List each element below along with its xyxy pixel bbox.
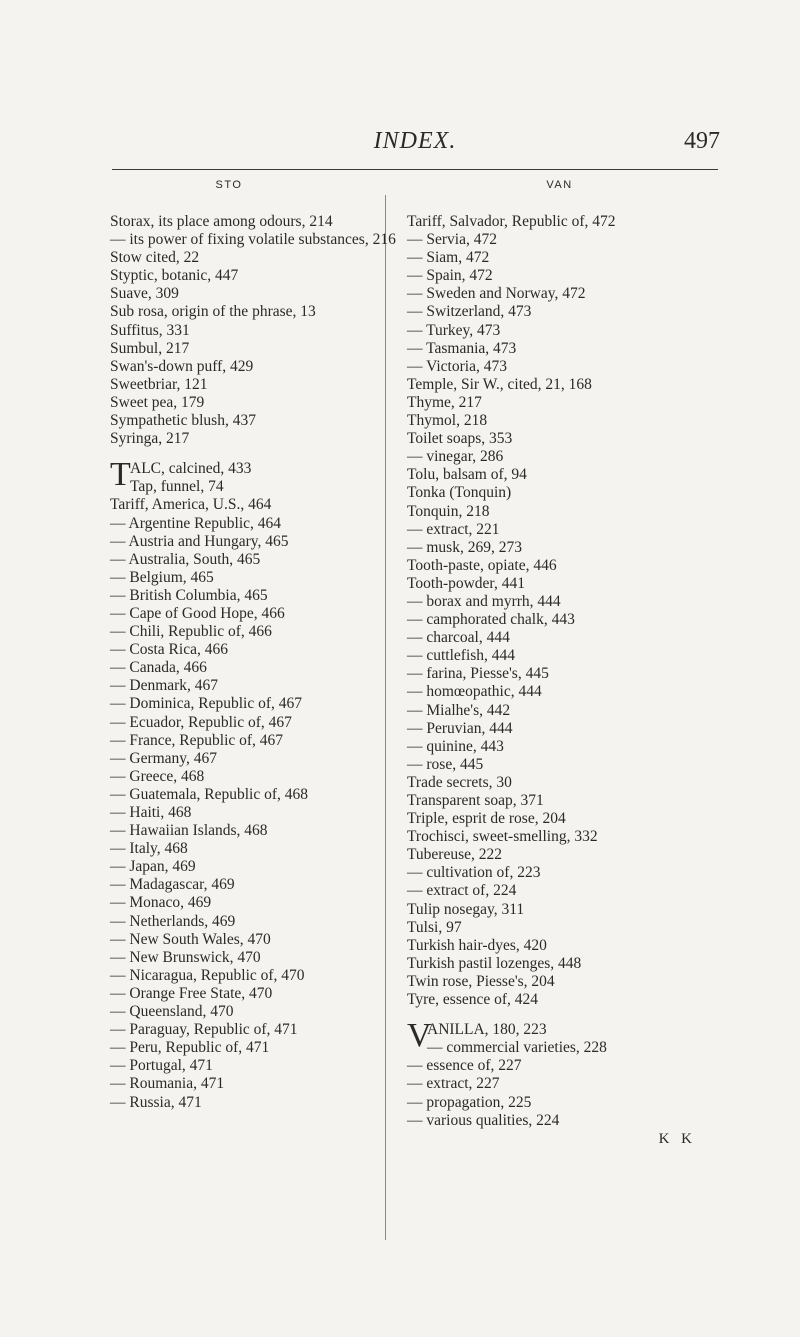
section-t xyxy=(110,456,378,496)
index-entry: Trochisci, sweet-smelling, 332 xyxy=(407,828,598,846)
index-entry: — homœopathic, 444 xyxy=(407,683,542,701)
index-entry: — Australia, South, 465 xyxy=(110,550,261,568)
index-entry: — Monaco, 469 xyxy=(110,894,212,912)
index-entry: — Peruvian, 444 xyxy=(407,719,513,737)
index-entry: Sub rosa, origin of the phrase, 13 xyxy=(110,303,316,321)
index-entry: — rose, 445 xyxy=(407,755,484,773)
index-entry: — New South Wales, 470 xyxy=(110,930,271,948)
index-entry: Trade secrets, 30 xyxy=(407,773,512,791)
index-entry: — propagation, 225 xyxy=(407,1093,532,1111)
index-entry: — farina, Piesse's, 445 xyxy=(407,665,549,683)
index-entry: Tyre, essence of, 424 xyxy=(407,991,539,1009)
index-entry: — Guatemala, Republic of, 468 xyxy=(110,785,309,803)
index-entry: — Dominica, Republic of, 467 xyxy=(110,695,302,713)
index-entry: — France, Republic of, 467 xyxy=(110,731,284,749)
index-entry: — its power of fixing volatile substances, 216 xyxy=(110,231,396,249)
index-entry: — Chili, Republic of, 466 xyxy=(110,623,272,641)
index-entry: Tulip nosegay, 311 xyxy=(407,900,525,918)
index-entry: — British Columbia, 465 xyxy=(110,586,268,604)
index-entry: Temple, Sir W., cited, 21, 168 xyxy=(407,375,592,393)
index-entry: — essence of, 227 xyxy=(407,1057,522,1075)
index-entry: Stow cited, 22 xyxy=(110,249,200,267)
index-entry: — Greece, 468 xyxy=(110,767,205,785)
index-entry: — camphorated chalk, 443 xyxy=(407,611,575,629)
index-entry: — Belgium, 465 xyxy=(110,568,214,586)
dropcap-t: T xyxy=(110,456,131,494)
index-entry: Suffitus, 331 xyxy=(110,321,190,339)
index-entry: Turkish hair-dyes, 420 xyxy=(407,936,547,954)
catchword: K K xyxy=(658,1130,696,1147)
index-entry: — Madagascar, 469 xyxy=(110,876,235,894)
index-entry: Tulsi, 97 xyxy=(407,918,462,936)
index-entry: Sweetbriar, 121 xyxy=(110,375,208,393)
index-entry: — Switzerland, 473 xyxy=(407,303,532,321)
index-entry: — Austria and Hungary, 465 xyxy=(110,532,289,550)
left-column xyxy=(110,178,396,1112)
column-divider xyxy=(385,195,386,1240)
index-entry: — extract of, 224 xyxy=(407,882,517,900)
left-column-heading: STO xyxy=(215,179,243,191)
index-entry: Tooth-powder, 441 xyxy=(407,574,525,592)
index-entry: — musk, 269, 273 xyxy=(407,538,522,556)
index-entry: Sympathetic blush, 437 xyxy=(110,412,256,430)
index-entry: — Spain, 472 xyxy=(407,267,493,285)
index-entry: Turkish pastil lozenges, 448 xyxy=(407,954,582,972)
index-entry: — various qualities, 224 xyxy=(407,1111,560,1129)
section-v xyxy=(407,1017,712,1057)
index-entry: Tonquin, 218 xyxy=(407,502,490,520)
index-entry: — Servia, 472 xyxy=(407,231,497,249)
header-rule xyxy=(112,169,718,170)
index-entry: Suave, 309 xyxy=(110,285,179,303)
index-entry: — Turkey, 473 xyxy=(407,321,501,339)
index-entry: Thyme, 217 xyxy=(407,393,482,411)
index-entry: Tooth-paste, opiate, 446 xyxy=(407,556,557,574)
index-entry: — Ecuador, Republic of, 467 xyxy=(110,713,292,731)
index-entry: — vinegar, 286 xyxy=(407,448,504,466)
section-gap xyxy=(407,1009,712,1021)
index-entry: Triple, esprit de rose, 204 xyxy=(407,810,566,828)
index-entry: — New Brunswick, 470 xyxy=(110,948,261,966)
dropcap-v: V xyxy=(407,1017,432,1055)
index-entry: — Hawaiian Islands, 468 xyxy=(110,822,268,840)
index-entry: Storax, its place among odours, 214 xyxy=(110,213,333,230)
index-entry: — commercial varieties, 228 xyxy=(427,1039,607,1057)
index-entry: — Costa Rica, 466 xyxy=(110,641,228,659)
right-column xyxy=(407,178,712,1148)
index-entry: Tariff, America, U.S., 464 xyxy=(110,496,272,514)
index-entry: Sweet pea, 179 xyxy=(110,393,205,411)
index-entry: Syringa, 217 xyxy=(110,430,190,448)
left-entries-t xyxy=(110,496,378,1111)
index-entry: — Japan, 469 xyxy=(110,858,196,876)
index-entry: — Queensland, 470 xyxy=(110,1003,234,1021)
section-gap xyxy=(110,448,378,460)
index-entry: Styptic, botanic, 447 xyxy=(110,267,239,285)
running-title: INDEX. xyxy=(373,128,457,154)
right-column-heading: VAN xyxy=(546,179,573,191)
index-entry: Tariff, Salvador, Republic of, 472 xyxy=(407,213,616,230)
index-entry: — Tasmania, 473 xyxy=(407,339,517,357)
index-entry: Tolu, balsam of, 94 xyxy=(407,466,527,484)
index-entry: Toilet soaps, 353 xyxy=(407,430,513,448)
right-entries-v xyxy=(407,1057,712,1129)
index-entry: — Paraguay, Republic of, 471 xyxy=(110,1021,298,1039)
index-entry: Tap, funnel, 74 xyxy=(130,478,224,496)
page-number: 497 xyxy=(684,128,720,154)
index-entry: ANILLA, 180, 223 xyxy=(427,1021,547,1039)
index-entry: — Victoria, 473 xyxy=(407,357,507,375)
index-entry: — Germany, 467 xyxy=(110,749,218,767)
index-entry: — Haiti, 468 xyxy=(110,804,192,821)
index-entry: Sumbul, 217 xyxy=(110,339,190,357)
index-entry: — Peru, Republic of, 471 xyxy=(110,1039,270,1057)
index-entry: — extract, 221 xyxy=(407,520,500,538)
index-entry: — charcoal, 444 xyxy=(407,629,510,647)
index-entry: Swan's-down puff, 429 xyxy=(110,357,254,375)
index-entry: — Denmark, 467 xyxy=(110,677,219,695)
index-entry: Thymol, 218 xyxy=(407,412,488,430)
index-entry: — cultivation of, 223 xyxy=(407,864,541,882)
index-entry: — Italy, 468 xyxy=(110,840,188,858)
left-entries-top xyxy=(110,213,396,448)
running-head xyxy=(110,128,720,158)
index-entry: — extract, 227 xyxy=(407,1075,500,1093)
index-entry: — Nicaragua, Republic of, 470 xyxy=(110,966,305,984)
index-entry: — Canada, 466 xyxy=(110,659,207,677)
index-entry: — Cape of Good Hope, 466 xyxy=(110,604,285,622)
index-entry: Twin rose, Piesse's, 204 xyxy=(407,972,555,990)
index-entry: — Mialhe's, 442 xyxy=(407,701,511,719)
index-entry: — Argentine Republic, 464 xyxy=(110,514,282,532)
index-entry: — Russia, 471 xyxy=(110,1093,202,1111)
index-entry: — Netherlands, 469 xyxy=(110,912,236,930)
index-entry: ALC, calcined, 433 xyxy=(130,460,252,478)
index-entry: — Sweden and Norway, 472 xyxy=(407,285,586,303)
index-entry: Tonka (Tonquin) xyxy=(407,484,512,502)
index-entry: — Orange Free State, 470 xyxy=(110,984,273,1002)
index-entry: — Portugal, 471 xyxy=(110,1057,213,1075)
index-entry: Transparent soap, 371 xyxy=(407,792,544,809)
index-entry: — cuttlefish, 444 xyxy=(407,647,516,665)
index-entry: — Siam, 472 xyxy=(407,249,490,267)
index-entry: — borax and myrrh, 444 xyxy=(407,592,561,610)
index-entry: — quinine, 443 xyxy=(407,737,504,755)
right-entries-top xyxy=(407,213,712,1009)
index-entry: Tubereuse, 222 xyxy=(407,846,503,864)
index-entry: — Roumania, 471 xyxy=(110,1075,225,1093)
